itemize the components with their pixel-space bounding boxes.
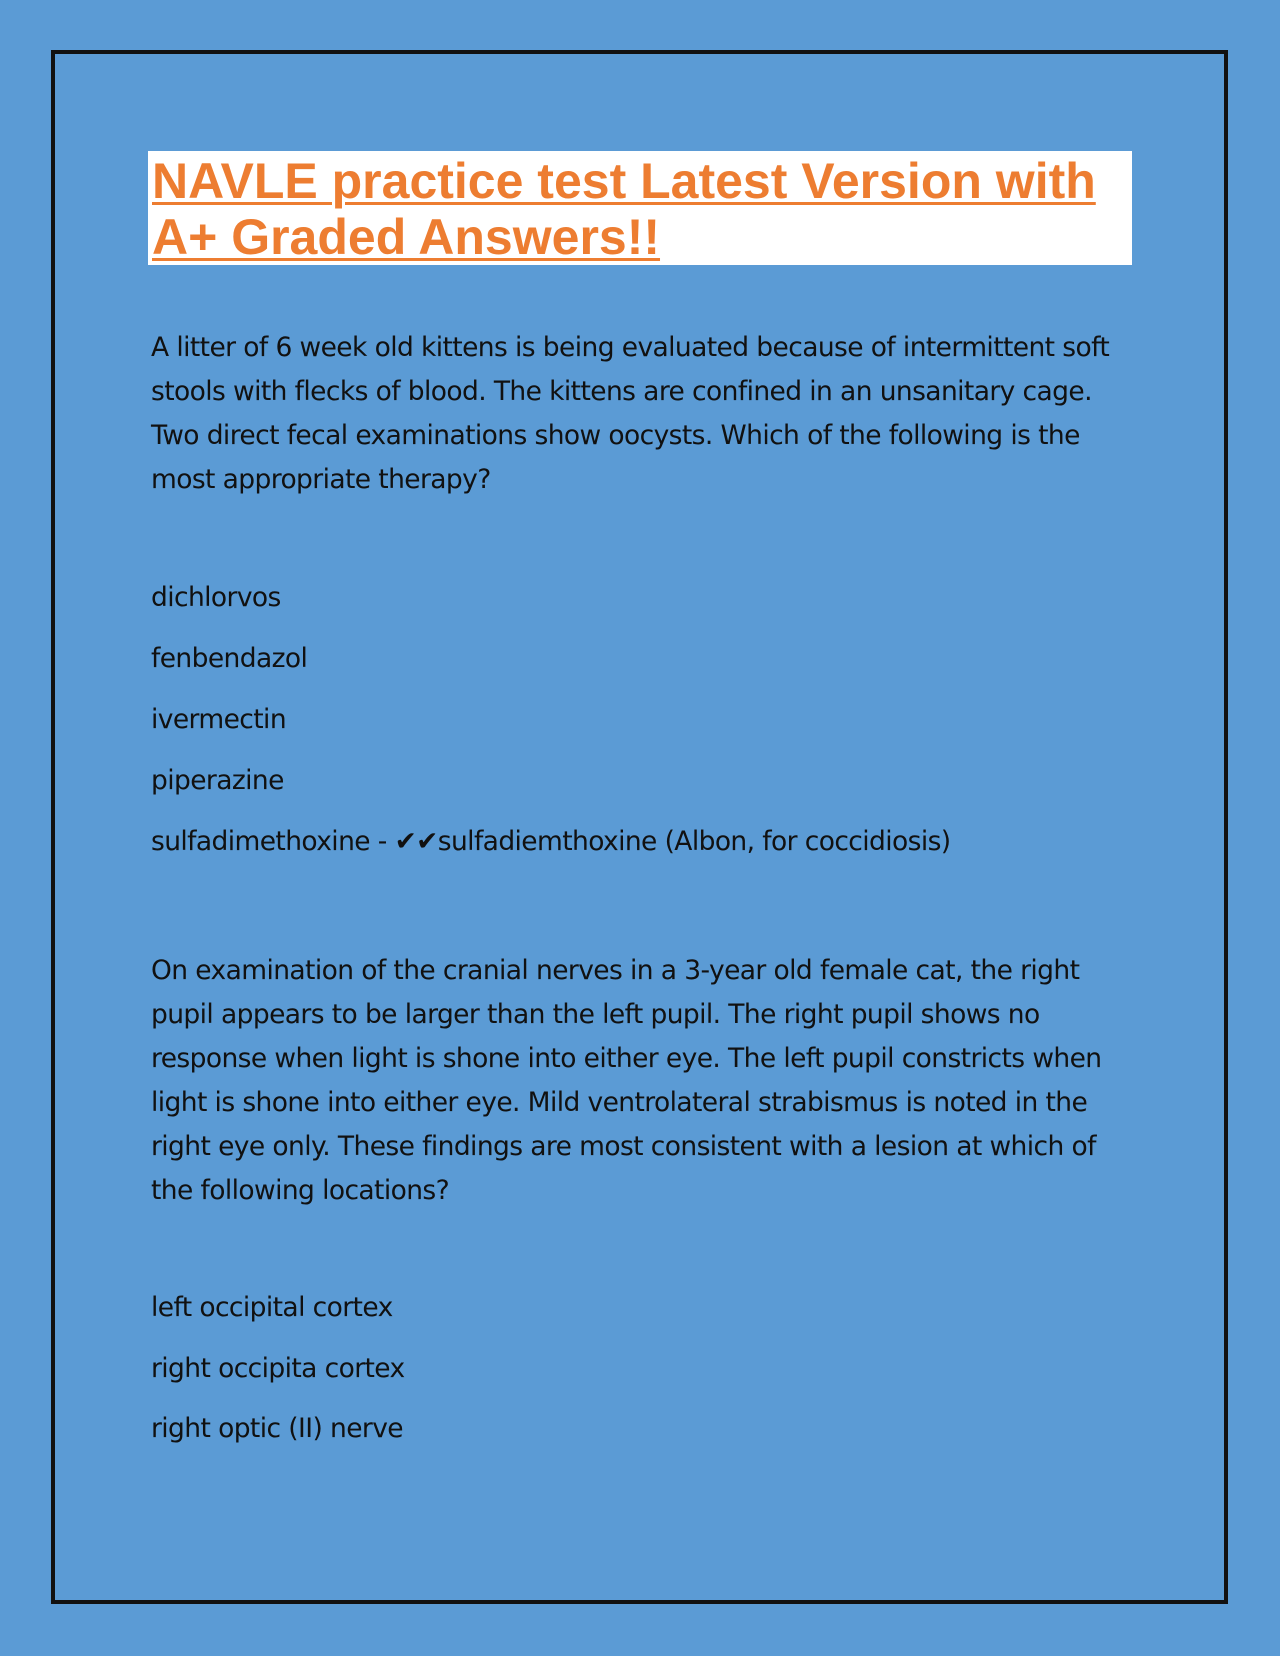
question-2-text: On examination of the cranial nerves in a 3-year old female cat, the right pupil appears to be larger than the left pupil. The right pupil shows no response when light is shone into either eye. The left pupil constricts when light is shone into either eye. Mild ventrolateral strabismus is noted in the right eye only. These findings are most consistent with a lesion at which of the following locations? (151, 955, 1102, 1206)
question-1-option-d: piperazine (151, 765, 284, 796)
title-box (148, 151, 1132, 265)
question-1-text: A litter of 6 week old kittens is being evaluated because of intermittent soft stools with flecks of blood. The kittens are confined in an unsanitary cage. Two direct fecal examinations show oocysts. Which of the following is the most appropriate therapy? (151, 332, 1110, 495)
question-2-option-c: right optic (II) nerve (151, 1413, 403, 1444)
question-1-option-b: fenbendazol (151, 643, 308, 674)
question-2-option-a: left occipital cortex (151, 1292, 393, 1323)
question-1-option-c: ivermectin (151, 704, 287, 735)
question-2-option-b: right occipita cortex (151, 1352, 405, 1384)
question-2-options (151, 1290, 1131, 1472)
question-1-option-a: dichlorvos (151, 582, 281, 613)
document-title: NAVLE practice test Latest Version with A+ Graded Answers!! (152, 153, 1096, 265)
question-1-option-e-answer: sulfadimethoxine - ✔✔sulfadiemthoxine (Albon, for coccidiosis) (151, 826, 951, 857)
question-1-options (151, 580, 1131, 885)
